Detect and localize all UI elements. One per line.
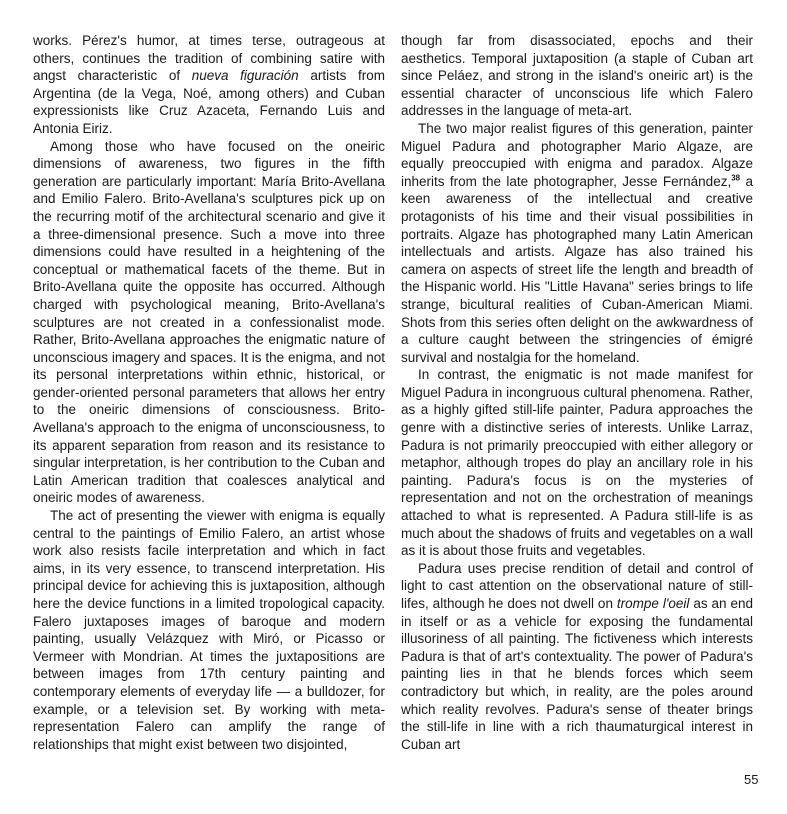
right-column [401,32,753,753]
paragraph-continued: though far from disassociated, epochs and their aesthetics. Temporal juxtaposition (a staple of Cuban art since Peláez, and strong in the island's oneiric art) is the essential character of unconscious life which Falero addresses in the language of meta-art. [401,33,753,119]
italic-term: nueva figuración [191,68,299,84]
paragraph-text: Padura uses precise rendition of detail and control of light to cast attention on the observational nature of still-lifes, although he does not dwell on [401,560,753,611]
left-column [33,32,385,753]
page-number: 55 [744,772,759,787]
paragraph-padura: In contrast, the enigmatic is not made manifest for Miguel Padura in incongruous cultural phenomena. Rather, as a highly gifted still-life painter, Padura approaches the genre with a distinctive series of interests. Unlike Larraz, Padura is not primarily preoccupied with either allegory or metaphor, although tropes do play an ancillary role in his painting. Padura's focus is on the mysteries of representation and not on the orchestration of meanings attached to what is represented. A Padura still-life is as much about the shadows of fruits and vegetables on a wall as it is about those fruits and vegetables. [401,367,753,559]
paragraph-algaze [401,120,753,366]
paragraph-padura-detail [401,560,753,754]
paragraph-continued [33,32,385,138]
footnote-marker: 38 [731,173,741,183]
paragraph-brito-avellana: Among those who have focused on the oneiric dimensions of awareness, two figures in the fifth generation are particularly important: María Brito-Avellana and Emilio Falero. Brito-Avellana's sculptures pick up on the recurring motif of the architectural scenario and give it a three-dimensional presence. Such a move into three dimensions could have resulted in a heightening of the conceptual or mathematical facets of the theme. But in Brito-Avellana quite the opposite has occurred. Although charged with psychological meaning, Brito-Avellana's sculptures are not created in a confessionalist mode. Rather, Brito-Avellana approaches the enigmatic nature of unconscious imagery and spaces. It is the enigma, and not its personal interpretations within ethnic, historical, or gender-oriented personal parameters that allows her entry to the oneiric dimensions of consciousness. Brito-Avellana's approach to the enigma of unconsciousness, to its apparent separation from reason and its resistance to singular interpretation, is her contribution to the Cuban and Latin American tradition that coalesces analytical and oneiric modes of awareness. [33,138,385,506]
paragraph-text: as an end in itself or as a vehicle for exposing the fundamental illusoriness of all painting. The fictiveness which interests Padura is that of art's contextuality. The power of Padura's painting lies in that he blends forces which seem contradictory but which, in reality, are the poles around which reality revolves. Padura's sense of theater brings the still-life in line with a rich thaumaturgical interest in Cuban art [401,596,753,752]
paragraph-falero: The act of presenting the viewer with enigma is equally central to the paintings of Emilio Falero, an artist whose work also resists facile interpretation and which in fact aims, in its very essence, to transcend interpretation. His principal device for achieving this is juxtaposition, although here the device functions in a limited tropological capacity. Falero juxtaposes images of baroque and modern painting, usually Velázquez with Miró, or Picasso or Vermeer with Mondrian. At times the juxtapositions are between images from 17th century painting and contemporary elements of everyday life — a bulldozer, for example, or a television set. By working with meta-representation Falero can amplify the range of relationships that might exist between two disjointed, [33,508,385,752]
paragraph-text: artists from Argentina (de la Vega, Noé, among others) and Cuban expressionists like Cruz Azaceta, Fernando Luis and Antonia Eiriz. [33,68,385,136]
paragraph-text: works. Pérez's humor, at times terse, outrageous at others, continues the tradition of combining satire with angst characteristic of [33,33,385,84]
italic-term: trompe l'oeil [616,596,690,611]
paragraph-text: The two major realist figures of this generation, painter Miguel Padura and photographer Mario Algaze, are equally preoccupied with enigma and paradox. Algaze inherits from the late photographer, Jesse Fernández, [401,120,753,189]
paragraph-text: a keen awareness of the intellectual and creative protagonists of his time and their visual possibilities in portraits. Algaze has photographed many Latin American intellectuals and artists. Algaze has also trained his camera on aspects of street life the length and breadth of the Hispanic world. His "Little Havana" series brings to life strange, bicultural realities of Cuban-American Miami. Shots from this series often delight on the awkwardness of a culture caught between the stringencies of émigré survival and nostalgia for the homeland. [401,173,753,365]
